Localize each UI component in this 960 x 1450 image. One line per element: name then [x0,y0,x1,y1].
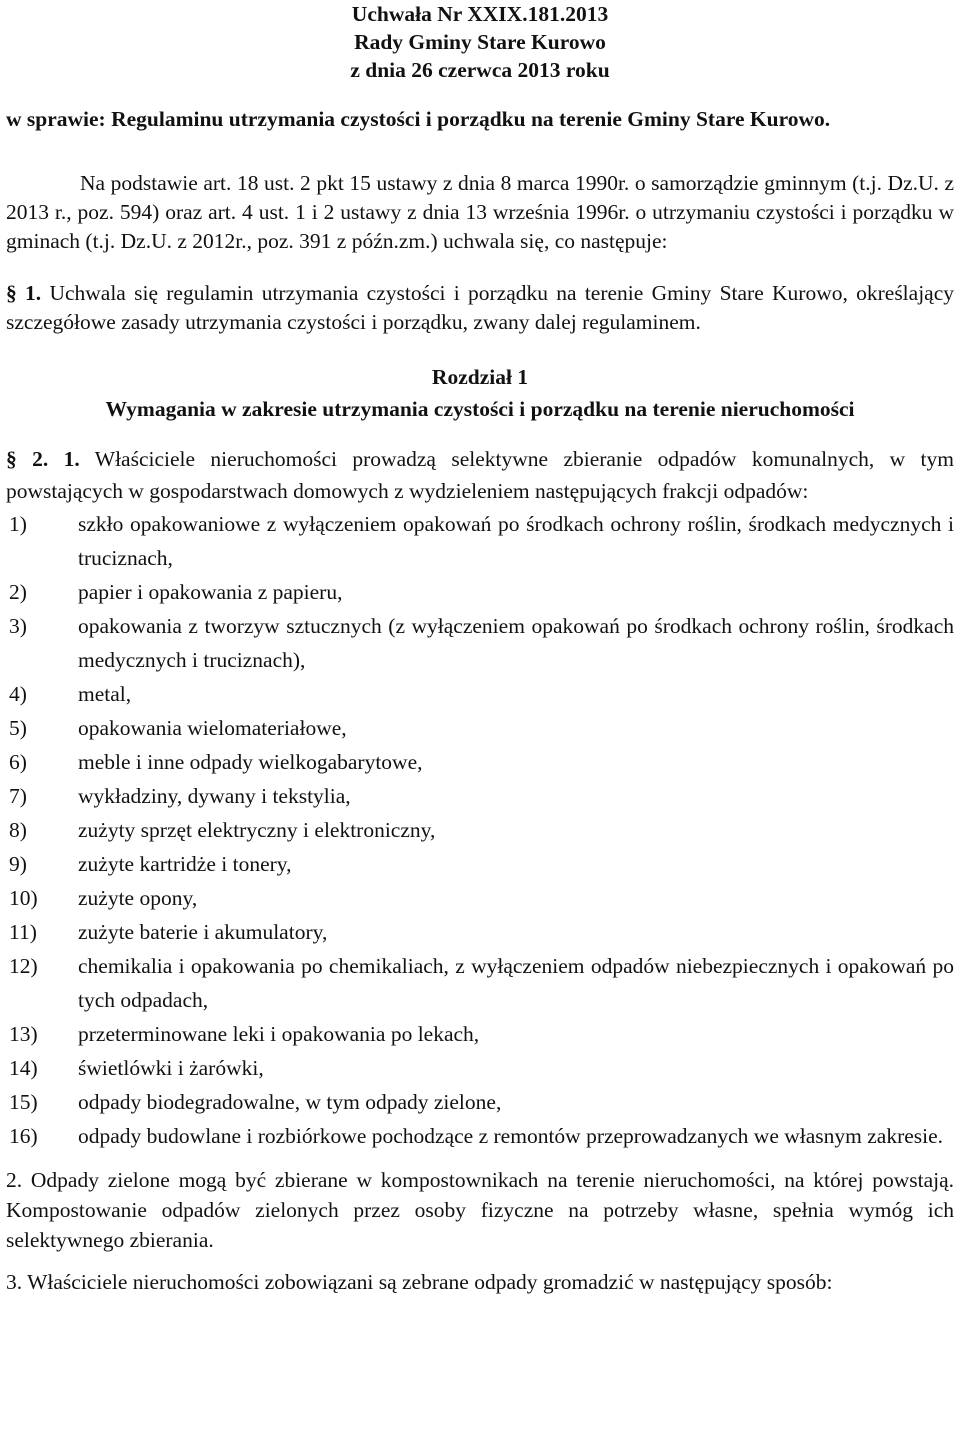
list-item-number: 11) [9,920,37,944]
paragraph-2 [6,443,954,507]
list-item-number: 15) [9,1090,38,1114]
list-item-number: 7) [9,784,27,808]
paragraph-1-mark: § 1. [6,281,42,305]
resolution-number: Uchwała Nr XXIX.181.2013 [351,2,609,26]
list-item [6,1051,954,1085]
list-item-number: 3) [9,614,27,638]
list-item-number: 10) [9,886,38,910]
list-item-text: zużyte kartridże i tonery, [78,852,292,876]
list-item-number: 12) [9,954,38,978]
list-item-number: 9) [9,852,27,876]
paragraph-2-mark: § 2. 1. [6,447,80,471]
list-item-text: zużyte baterie i akumulatory, [78,920,328,944]
list-item-text: odpady budowlane i rozbiórkowe pochodzące z remontów przeprowadzanych we własnym zakresie. [78,1124,944,1148]
legal-basis [6,169,954,256]
list-item-number: 16) [9,1124,38,1148]
list-item-text: zużyty sprzęt elektryczny i elektroniczny, [78,818,436,842]
list-item [6,711,954,745]
list-item-text: wykładziny, dywany i tekstylia, [78,784,351,808]
waste-fractions-list [6,507,954,1153]
list-item-text: zużyte opony, [78,886,198,910]
council-name: Rady Gminy Stare Kurowo [354,30,606,54]
list-item [6,847,954,881]
list-item-text: papier i opakowania z papieru, [78,580,343,604]
chapter-heading [6,361,954,425]
list-item [6,677,954,711]
legal-basis-text: Na podstawie art. 18 ust. 2 pkt 15 ustawy z dnia 8 marca 1990r. o samorządzie gminnym (t.j. Dz.U. z 2013 r., poz. 594) oraz art. 4 ust. 1 i 2 ustawy z dnia 13 września 1996r. o utrzymaniu czystości i porządku w gminach (t.j. Dz.U. z 2012r., poz. 391 z późn.zm.) uchwala się, co następuje: [6,171,954,253]
list-item-text: meble i inne odpady wielkogabarytowe, [78,750,423,774]
list-item-number: 6) [9,750,27,774]
list-item [6,609,954,677]
resolution-subject: w sprawie: Regulaminu utrzymania czystości i porządku na terenie Gminy Stare Kurowo. [6,107,831,131]
list-item-text: opakowania z tworzyw sztucznych (z wyłączeniem opakowań po środkach ochrony roślin, środkach medycznych i truciznach), [78,614,954,672]
list-item-number: 2) [9,580,27,604]
list-item-number: 4) [9,682,27,706]
list-item [6,1085,954,1119]
list-item-text: przeterminowane leki i opakowania po lekach, [78,1022,480,1046]
resolution-header [6,0,954,84]
list-item-number: 8) [9,818,27,842]
list-item-text: chemikalia i opakowania po chemikaliach, z wyłączeniem odpadów niebezpiecznych i opakowań po tych odpadach, [78,954,954,1012]
list-item [6,507,954,575]
list-item [6,915,954,949]
list-item-text: świetlówki i żarówki, [78,1056,264,1080]
list-item-number: 13) [9,1022,38,1046]
chapter-number: Rozdział 1 [431,365,529,389]
list-item-number: 14) [9,1056,38,1080]
paragraph-2-text: Właściciele nieruchomości prowadzą selektywne zbieranie odpadów komunalnych, w tym powstających w gospodarstwach domowych z wydzieleniem następujących frakcji odpadów: [6,447,954,503]
list-item [6,813,954,847]
subsection-3: 3. Właściciele nieruchomości zobowiązani są zebrane odpady gromadzić w następujący sposób: [6,1270,833,1294]
paragraph-1-text: Uchwala się regulamin utrzymania czystości i porządku na terenie Gminy Stare Kurowo, określający szczegółowe zasady utrzymania czystości i porządku, zwany dalej regulaminem. [6,281,955,334]
list-item-text: odpady biodegradowalne, w tym odpady zielone, [78,1090,502,1114]
paragraph-1 [6,279,954,337]
list-item [6,575,954,609]
list-item-text: szkło opakowaniowe z wyłączeniem opakowań po środkach ochrony roślin, środkach medycznych i truciznach, [78,512,954,570]
list-item-number: 5) [9,716,27,740]
list-item [6,1017,954,1051]
subsection-2: 2. Odpady zielone mogą być zbierane w kompostownikach na terenie nieruchomości, na której powstają. Kompostowanie odpadów zielonych przez osoby fizyczne na potrzeby własne, spełnia wymóg ich selektywnego zbierania. [6,1168,954,1252]
list-item-text: metal, [78,682,132,706]
list-item-text: opakowania wielomateriałowe, [78,716,347,740]
list-item [6,1119,954,1153]
list-item [6,745,954,779]
list-item [6,881,954,915]
list-item [6,779,954,813]
list-item [6,949,954,1017]
list-item-number: 1) [9,512,27,536]
resolution-date: z dnia 26 czerwca 2013 roku [350,58,610,82]
chapter-title: Wymagania w zakresie utrzymania czystości i porządku na terenie nieruchomości [105,397,855,421]
